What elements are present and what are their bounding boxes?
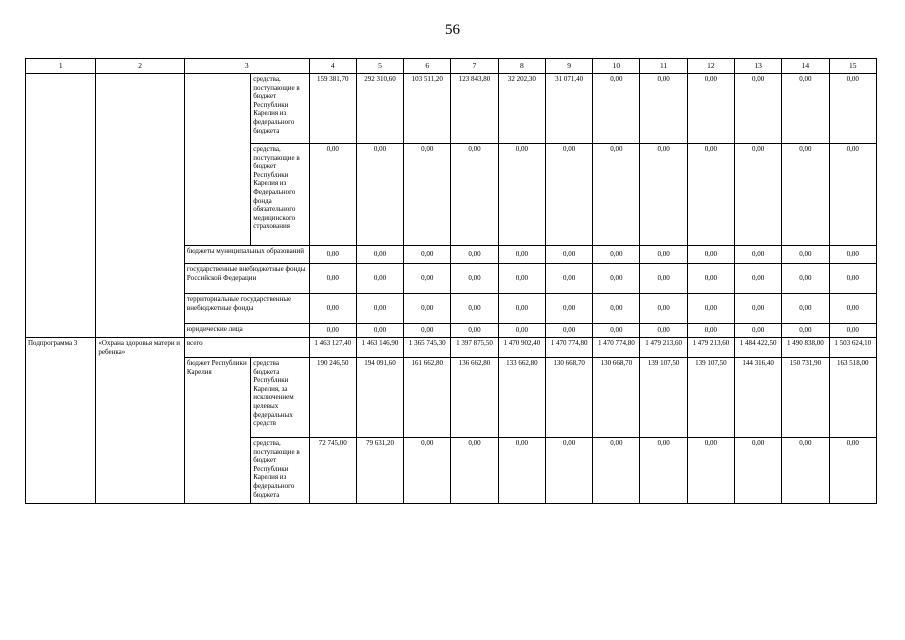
- value-cell: 72 745,00: [309, 438, 356, 504]
- source-label: средства бюджета Республики Карелия, за исключением целевых федеральных средств: [251, 358, 309, 438]
- value-cell: 0,00: [593, 438, 640, 504]
- value-cell: 0,00: [782, 324, 829, 338]
- program-cell: [26, 74, 96, 338]
- value-cell: 0,00: [735, 438, 782, 504]
- header-cell: 5: [356, 59, 403, 74]
- value-cell: 0,00: [687, 324, 734, 338]
- value-cell: 1 479 213,60: [687, 338, 734, 358]
- value-cell: 0,00: [545, 264, 592, 294]
- source-label: средства, поступающие в бюджет Республики Карелия из федерального бюджета: [251, 438, 309, 504]
- value-cell: 139 107,50: [640, 358, 687, 438]
- table-row: [26, 74, 877, 144]
- value-cell: 0,00: [545, 294, 592, 324]
- value-cell: 161 662,80: [404, 358, 451, 438]
- value-cell: 0,00: [404, 144, 451, 246]
- source-label: государственные внебюджетные фонды Российской Федерации: [184, 264, 309, 294]
- source-label: юридические лица: [184, 324, 309, 338]
- header-cell: 2: [96, 59, 185, 74]
- value-cell: 0,00: [782, 264, 829, 294]
- value-cell: 150 731,90: [782, 358, 829, 438]
- value-cell: 0,00: [735, 74, 782, 144]
- value-cell: 0,00: [687, 438, 734, 504]
- value-cell: 130 668,70: [593, 358, 640, 438]
- value-cell: 0,00: [356, 246, 403, 264]
- value-cell: 0,00: [782, 74, 829, 144]
- value-cell: 0,00: [640, 264, 687, 294]
- source-group-cell: бюджет Республики Карелия: [184, 358, 250, 504]
- value-cell: 0,00: [498, 246, 545, 264]
- value-cell: 0,00: [309, 144, 356, 246]
- value-cell: 130 668,70: [545, 358, 592, 438]
- value-cell: 133 662,80: [498, 358, 545, 438]
- value-cell: 0,00: [640, 74, 687, 144]
- value-cell: 0,00: [593, 246, 640, 264]
- value-cell: 0,00: [782, 438, 829, 504]
- value-cell: 0,00: [356, 264, 403, 294]
- header-cell: 8: [498, 59, 545, 74]
- value-cell: 0,00: [829, 264, 876, 294]
- value-cell: 0,00: [735, 264, 782, 294]
- value-cell: 0,00: [498, 324, 545, 338]
- header-cell: 6: [404, 59, 451, 74]
- value-cell: 79 631,20: [356, 438, 403, 504]
- table-body: [26, 59, 877, 504]
- subprogram-title-cell: «Охрана здоровья матери и ребенка»: [96, 338, 185, 504]
- budget-table: [25, 58, 877, 504]
- value-cell: 0,00: [640, 294, 687, 324]
- value-cell: 0,00: [545, 246, 592, 264]
- value-cell: 1 470 774,80: [545, 338, 592, 358]
- header-cell: 1: [26, 59, 96, 74]
- value-cell: 0,00: [404, 294, 451, 324]
- source-group-cell: [184, 74, 250, 246]
- value-cell: 0,00: [829, 324, 876, 338]
- value-cell: 0,00: [545, 438, 592, 504]
- header-cell: 9: [545, 59, 592, 74]
- value-cell: 0,00: [451, 324, 498, 338]
- value-cell: 0,00: [309, 246, 356, 264]
- value-cell: 163 518,00: [829, 358, 876, 438]
- header-cell: 7: [451, 59, 498, 74]
- header-cell: 4: [309, 59, 356, 74]
- value-cell: 0,00: [498, 438, 545, 504]
- value-cell: 0,00: [829, 246, 876, 264]
- value-cell: 139 107,50: [687, 358, 734, 438]
- value-cell: 32 202,30: [498, 74, 545, 144]
- program-title-cell: [96, 74, 185, 338]
- value-cell: 0,00: [687, 74, 734, 144]
- value-cell: 292 310,60: [356, 74, 403, 144]
- value-cell: 0,00: [640, 144, 687, 246]
- value-cell: 136 662,80: [451, 358, 498, 438]
- value-cell: 103 511,20: [404, 74, 451, 144]
- value-cell: 1 463 127,40: [309, 338, 356, 358]
- source-label: средства, поступающие в бюджет Республики Карелия из Федерального фонда обязательного медицинского страхования: [251, 144, 309, 246]
- value-cell: 0,00: [782, 294, 829, 324]
- value-cell: 0,00: [498, 294, 545, 324]
- value-cell: 0,00: [593, 294, 640, 324]
- value-cell: 0,00: [829, 144, 876, 246]
- value-cell: 0,00: [829, 74, 876, 144]
- value-cell: 0,00: [451, 438, 498, 504]
- value-cell: 0,00: [451, 144, 498, 246]
- value-cell: 0,00: [451, 264, 498, 294]
- value-cell: 1 470 774,80: [593, 338, 640, 358]
- table-row: [26, 338, 877, 358]
- value-cell: 0,00: [309, 294, 356, 324]
- value-cell: 0,00: [829, 294, 876, 324]
- value-cell: 123 843,80: [451, 74, 498, 144]
- value-cell: 0,00: [687, 264, 734, 294]
- value-cell: 1 463 146,90: [356, 338, 403, 358]
- value-cell: 0,00: [640, 324, 687, 338]
- value-cell: 0,00: [735, 294, 782, 324]
- value-cell: 1 503 624,10: [829, 338, 876, 358]
- header-cell: 12: [687, 59, 734, 74]
- header-cell: 15: [829, 59, 876, 74]
- value-cell: 0,00: [735, 144, 782, 246]
- value-cell: 0,00: [687, 144, 734, 246]
- value-cell: 0,00: [735, 324, 782, 338]
- source-label: бюджеты муниципальных образований: [184, 246, 309, 264]
- value-cell: 0,00: [356, 144, 403, 246]
- value-cell: 0,00: [309, 264, 356, 294]
- header-cell: 14: [782, 59, 829, 74]
- value-cell: 0,00: [593, 324, 640, 338]
- value-cell: 0,00: [404, 264, 451, 294]
- value-cell: 190 246,50: [309, 358, 356, 438]
- value-cell: 0,00: [404, 246, 451, 264]
- subprogram-cell: Подпрограмма 3: [26, 338, 96, 504]
- value-cell: 0,00: [829, 438, 876, 504]
- source-label: всего: [184, 338, 309, 358]
- value-cell: 0,00: [545, 144, 592, 246]
- value-cell: 0,00: [404, 438, 451, 504]
- value-cell: 0,00: [545, 324, 592, 338]
- value-cell: 0,00: [498, 264, 545, 294]
- value-cell: 0,00: [356, 294, 403, 324]
- value-cell: 1 490 838,00: [782, 338, 829, 358]
- value-cell: 0,00: [735, 246, 782, 264]
- value-cell: 0,00: [593, 74, 640, 144]
- value-cell: 0,00: [687, 246, 734, 264]
- value-cell: 31 071,40: [545, 74, 592, 144]
- value-cell: 1 397 875,50: [451, 338, 498, 358]
- value-cell: 0,00: [593, 144, 640, 246]
- value-cell: 159 381,70: [309, 74, 356, 144]
- value-cell: 0,00: [404, 324, 451, 338]
- value-cell: 0,00: [356, 324, 403, 338]
- value-cell: 0,00: [451, 294, 498, 324]
- value-cell: 0,00: [687, 294, 734, 324]
- header-cell: 10: [593, 59, 640, 74]
- value-cell: 1 470 902,40: [498, 338, 545, 358]
- value-cell: 0,00: [782, 246, 829, 264]
- value-cell: 0,00: [593, 264, 640, 294]
- header-cell: 11: [640, 59, 687, 74]
- value-cell: 194 091,60: [356, 358, 403, 438]
- value-cell: 1 484 422,50: [735, 338, 782, 358]
- source-label: средства, поступающие в бюджет Республики Карелия из федерального бюджета: [251, 74, 309, 144]
- header-row: [26, 59, 877, 74]
- header-cell: 3: [184, 59, 309, 74]
- value-cell: 0,00: [498, 144, 545, 246]
- value-cell: 0,00: [451, 246, 498, 264]
- page-number: 56: [445, 22, 460, 38]
- value-cell: 0,00: [640, 246, 687, 264]
- value-cell: 0,00: [640, 438, 687, 504]
- value-cell: 144 316,40: [735, 358, 782, 438]
- value-cell: 1 479 213,60: [640, 338, 687, 358]
- source-label: территориальные государственные внебюджетные фонды: [184, 294, 309, 324]
- value-cell: 0,00: [309, 324, 356, 338]
- header-cell: 13: [735, 59, 782, 74]
- value-cell: 1 365 745,30: [404, 338, 451, 358]
- value-cell: 0,00: [782, 144, 829, 246]
